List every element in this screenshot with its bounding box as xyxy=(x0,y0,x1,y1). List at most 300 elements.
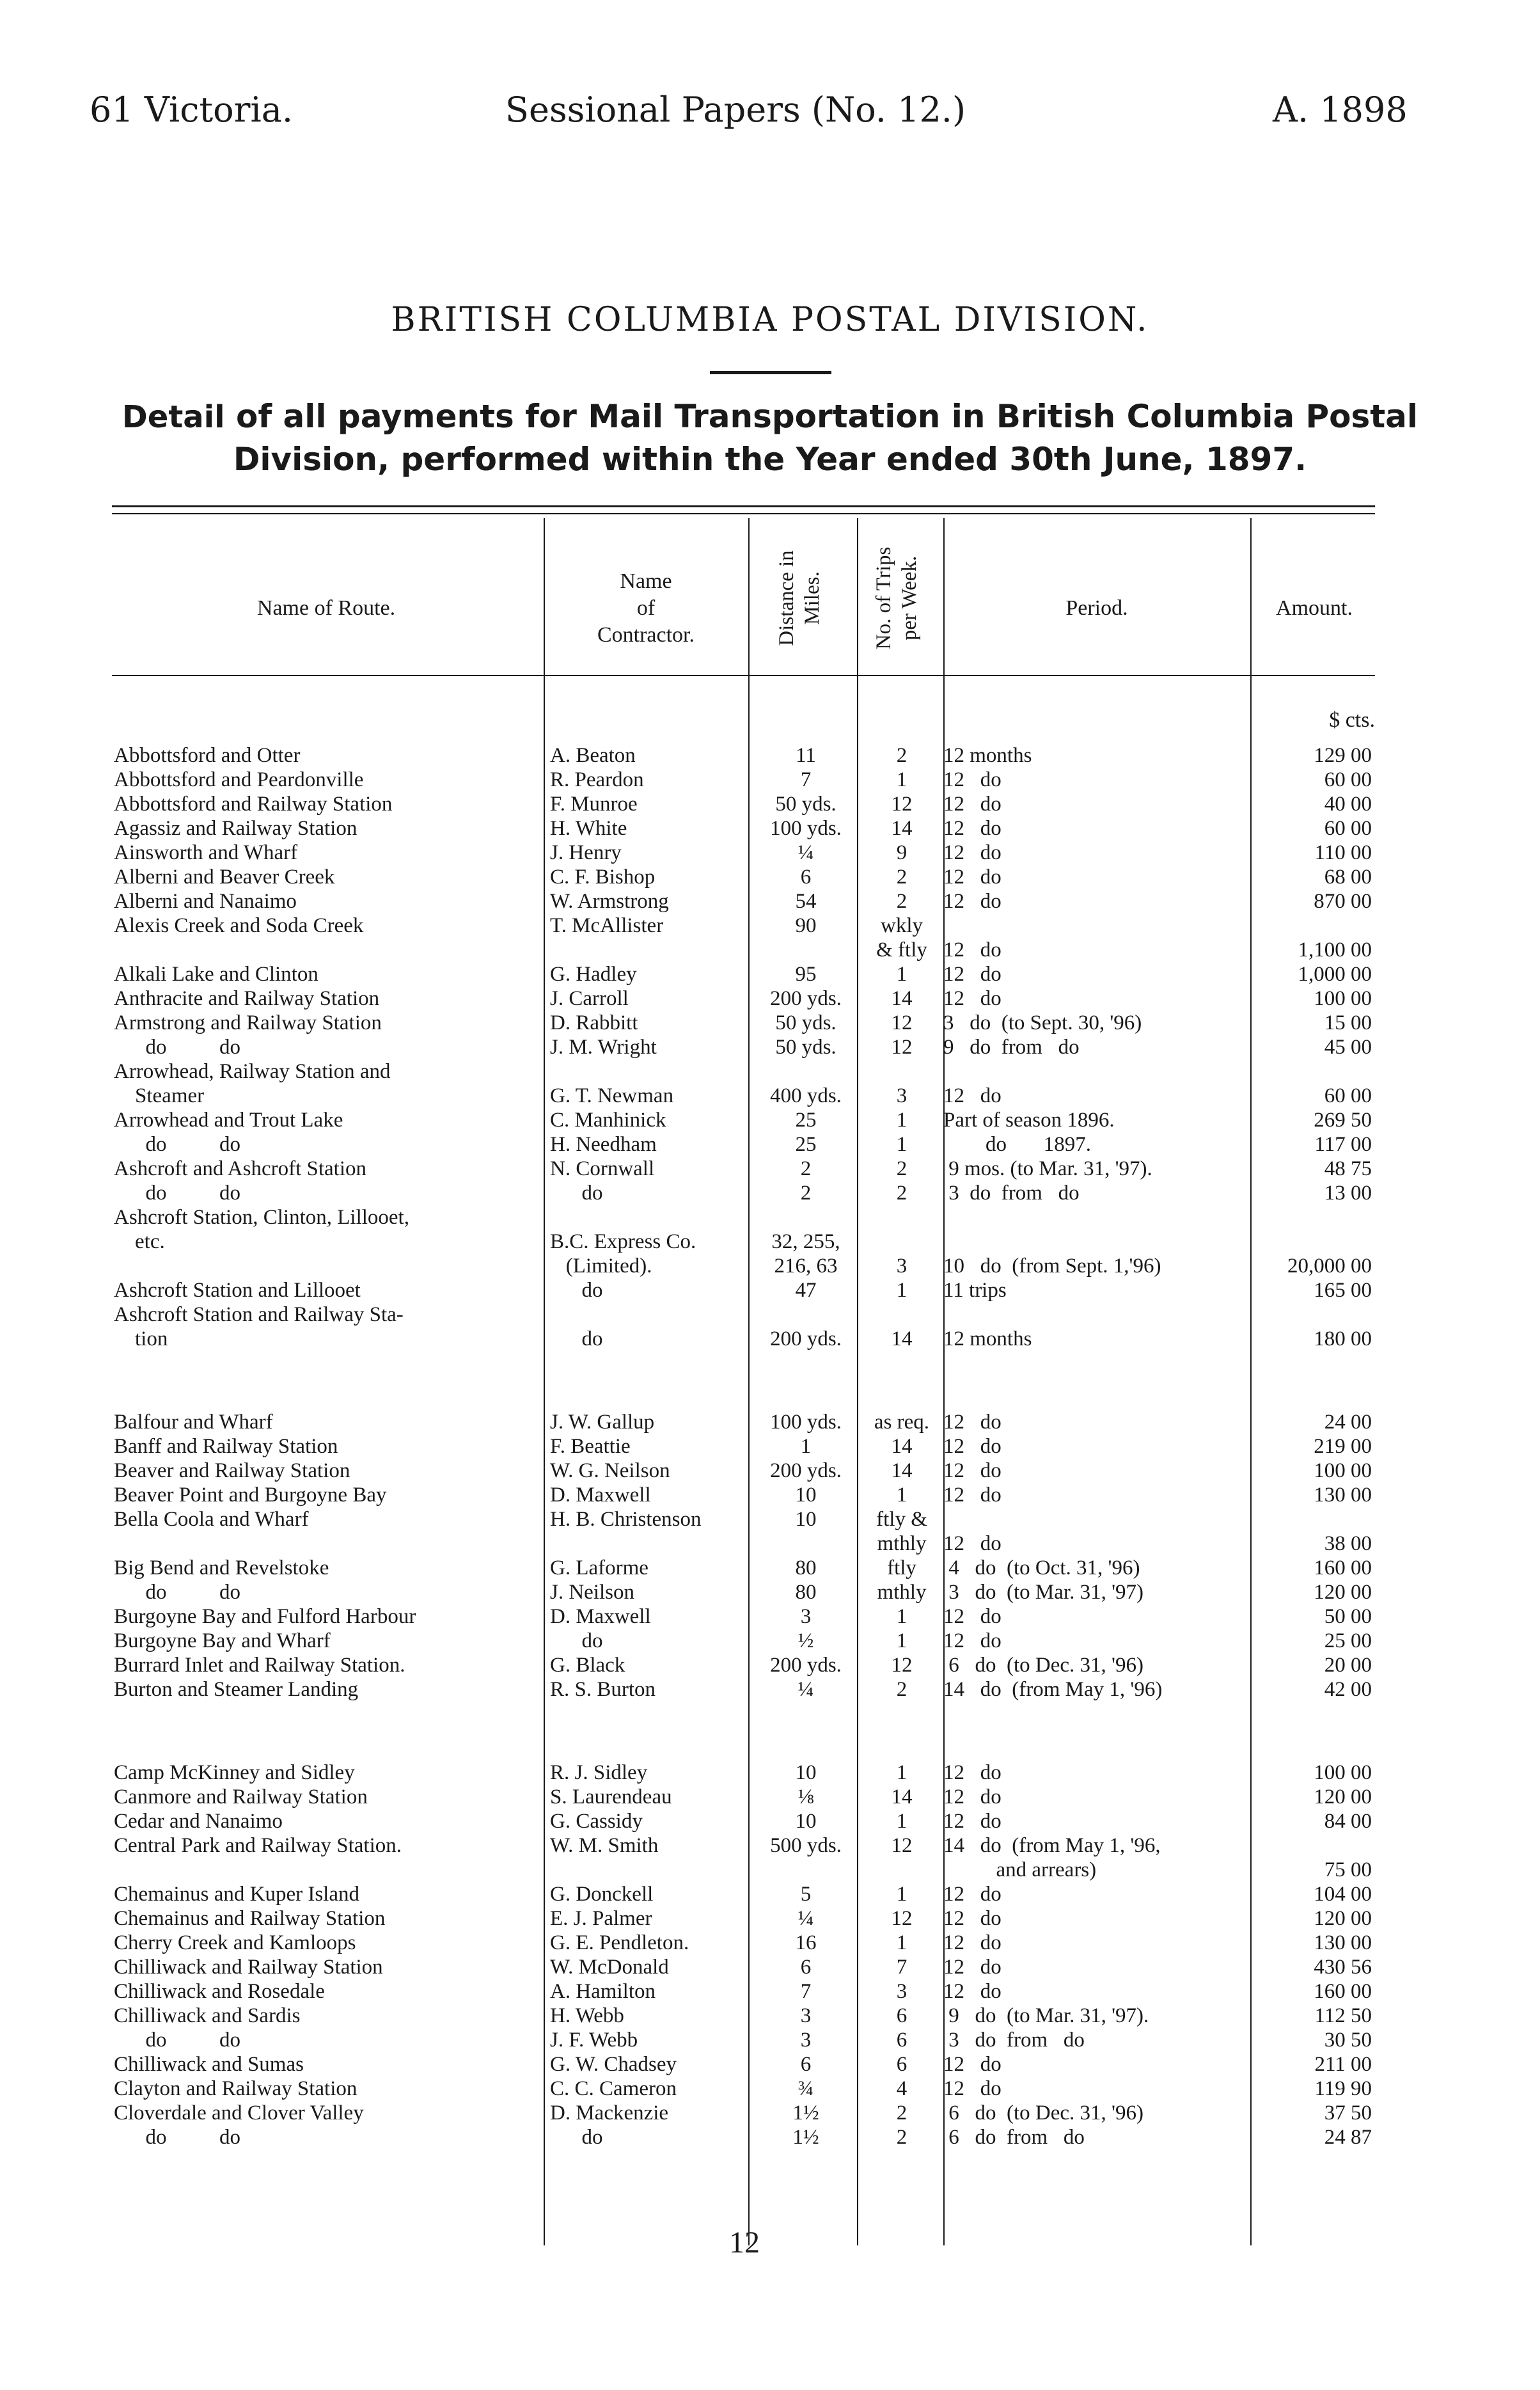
amount-cell: 112 50 xyxy=(1314,2004,1372,2027)
contractor-cell: E. J. Palmer xyxy=(550,1907,652,1930)
distance-cell: 5 xyxy=(800,1883,812,1906)
route-cell: Burrard Inlet and Railway Station. xyxy=(114,1654,405,1677)
route-cell: Ashcroft Station and Lillooet xyxy=(114,1279,361,1302)
period-cell: 12 do xyxy=(943,2077,1002,2100)
trips-cell: 2 xyxy=(896,890,908,913)
amount-cell: 130 00 xyxy=(1314,1484,1372,1507)
distance-cell: 10 xyxy=(795,1761,817,1784)
amount-cell: 120 00 xyxy=(1314,1785,1372,1808)
header-contractor-line3: Contractor. xyxy=(597,623,695,647)
distance-cell: 1 xyxy=(800,1435,812,1458)
contractor-cell: T. McAllister xyxy=(550,914,664,937)
trips-cell: 1 xyxy=(896,1605,908,1628)
distance-cell: 32, 255, xyxy=(771,1230,840,1253)
contractor-cell: W. M. Smith xyxy=(550,1834,659,1857)
amount-cell: 430 56 xyxy=(1314,1956,1372,1979)
distance-cell: 6 xyxy=(800,866,812,889)
period-cell: 12 do xyxy=(943,817,1002,840)
distance-cell: ¼ xyxy=(798,1678,814,1701)
trips-cell: 9 xyxy=(896,841,908,864)
route-cell: Abbottsford and Otter xyxy=(114,744,301,767)
amount-cell: 870 00 xyxy=(1314,890,1372,913)
contractor-cell: R. S. Burton xyxy=(550,1678,656,1701)
distance-cell: ¾ xyxy=(798,2077,814,2100)
distance-cell: 47 xyxy=(795,1279,817,1302)
route-cell: Camp McKinney and Sidley xyxy=(114,1761,355,1784)
header-amount: Amount. xyxy=(1276,596,1353,620)
trips-cell: 4 xyxy=(896,2077,908,2100)
period-cell: 9 do (to Mar. 31, '97). xyxy=(943,2004,1149,2027)
period-cell: 12 do xyxy=(943,1629,1002,1652)
period-cell: 12 do xyxy=(943,1435,1002,1458)
route-cell: Alberni and Nanaimo xyxy=(114,890,297,913)
route-cell: Agassiz and Railway Station xyxy=(114,817,358,840)
contractor-cell: J. M. Wright xyxy=(550,1036,657,1059)
amount-cell: 50 00 xyxy=(1324,1605,1372,1628)
contractor-cell: B.C. Express Co. xyxy=(550,1230,696,1253)
amount-cell: 130 00 xyxy=(1314,1931,1372,1954)
period-cell: 3 do from do xyxy=(943,2029,1085,2052)
distance-cell: 10 xyxy=(795,1810,817,1833)
page-subtitle xyxy=(90,395,1450,480)
contractor-cell: J. Carroll xyxy=(550,987,629,1010)
period-cell: 12 do xyxy=(943,1980,1002,2003)
header-contractor xyxy=(550,568,742,649)
amount-cell: 42 00 xyxy=(1324,1678,1372,1701)
amount-cell: 15 00 xyxy=(1324,1011,1372,1034)
trips-cell: ftly & xyxy=(876,1508,927,1531)
distance-cell: 3 xyxy=(800,1605,812,1628)
contractor-cell: G. W. Chadsey xyxy=(550,2053,677,2076)
route-cell: Ashcroft and Ashcroft Station xyxy=(114,1157,367,1180)
trips-cell: 12 xyxy=(891,1907,913,1930)
header-trips xyxy=(871,518,929,678)
amount-cell: 120 00 xyxy=(1314,1581,1372,1604)
route-cell: Cedar and Nanaimo xyxy=(114,1810,283,1833)
amount-cell: 160 00 xyxy=(1314,1980,1372,2003)
distance-cell: 50 yds. xyxy=(775,793,837,816)
amount-cell: 20 00 xyxy=(1324,1654,1372,1677)
table-header-rule xyxy=(112,675,1375,676)
period-cell: 12 do xyxy=(943,1907,1002,1930)
header-distance-line2: Miles. xyxy=(801,571,824,625)
route-cell: Big Bend and Revelstoke xyxy=(114,1556,329,1579)
trips-cell: 6 xyxy=(896,2029,908,2052)
running-head-right: A. 1898 xyxy=(1273,90,1408,130)
contractor-cell: J. W. Gallup xyxy=(550,1411,655,1434)
contractor-cell: H. White xyxy=(550,817,627,840)
route-cell: Chilliwack and Sardis xyxy=(114,2004,301,2027)
route-cell: Burgoyne Bay and Fulford Harbour xyxy=(114,1605,416,1628)
contractor-cell: W. G. Neilson xyxy=(550,1459,670,1482)
amount-cell: 24 00 xyxy=(1324,1411,1372,1434)
trips-cell: 1 xyxy=(896,1279,908,1302)
trips-cell: mthly xyxy=(877,1581,927,1604)
route-cell: tion xyxy=(114,1327,168,1350)
trips-cell: 1 xyxy=(896,1761,908,1784)
trips-cell: 1 xyxy=(896,1133,908,1156)
contractor-cell: C. F. Bishop xyxy=(550,866,656,889)
trips-cell: 2 xyxy=(896,2126,908,2149)
distance-cell: 10 xyxy=(795,1508,817,1531)
trips-cell: 2 xyxy=(896,1678,908,1701)
period-cell: 12 do xyxy=(943,1532,1002,1555)
contractor-cell: R. Peardon xyxy=(550,768,644,791)
distance-cell: 1½ xyxy=(792,2126,819,2149)
trips-cell: 1 xyxy=(896,1883,908,1906)
amount-cell: 60 00 xyxy=(1324,817,1372,840)
route-cell: Beaver and Railway Station xyxy=(114,1459,350,1482)
route-cell: Cherry Creek and Kamloops xyxy=(114,1931,356,1954)
contractor-cell: G. Black xyxy=(550,1654,625,1677)
trips-cell: 3 xyxy=(896,1084,908,1107)
route-cell: Canmore and Railway Station xyxy=(114,1785,368,1808)
distance-cell: 16 xyxy=(795,1931,817,1954)
distance-cell: ¼ xyxy=(798,841,814,864)
contractor-cell: F. Beattie xyxy=(550,1435,631,1458)
amount-cell: 37 50 xyxy=(1324,2101,1372,2125)
distance-cell: 25 xyxy=(795,1109,817,1132)
route-cell: Central Park and Railway Station. xyxy=(114,1834,402,1857)
amount-cell: 60 00 xyxy=(1324,768,1372,791)
distance-cell: 3 xyxy=(800,2029,812,2052)
trips-cell: 2 xyxy=(896,2101,908,2125)
contractor-cell: G. Hadley xyxy=(550,963,637,986)
distance-cell: 50 yds. xyxy=(775,1011,837,1034)
trips-cell: 2 xyxy=(896,744,908,767)
period-cell: 12 do xyxy=(943,768,1002,791)
table-top-rule-thin xyxy=(112,513,1375,514)
trips-cell: 14 xyxy=(891,1435,913,1458)
amount-cell: 120 00 xyxy=(1314,1907,1372,1930)
route-cell: Anthracite and Railway Station xyxy=(114,987,380,1010)
route-cell: do do xyxy=(114,2126,240,2149)
table-top-rule xyxy=(112,505,1375,507)
trips-cell: 7 xyxy=(896,1956,908,1979)
header-contractor-line2: of xyxy=(636,596,656,620)
trips-cell: 12 xyxy=(891,1834,913,1857)
amount-cell: 110 00 xyxy=(1314,841,1372,864)
distance-cell: 7 xyxy=(800,768,812,791)
contractor-cell: J. Henry xyxy=(550,841,622,864)
distance-cell: ¼ xyxy=(798,1907,814,1930)
period-cell: Part of season 1896. xyxy=(943,1109,1115,1132)
route-cell: do do xyxy=(114,2029,240,2052)
contractor-cell: W. McDonald xyxy=(550,1956,669,1979)
distance-cell: 10 xyxy=(795,1484,817,1507)
route-cell: Abbottsford and Peardonville xyxy=(114,768,364,791)
amount-cell: 20,000 00 xyxy=(1287,1254,1372,1278)
distance-cell: 80 xyxy=(795,1581,817,1604)
trips-cell: as req. xyxy=(874,1411,930,1434)
contractor-cell: D. Mackenzie xyxy=(550,2101,669,2125)
header-trips-line1: No. of Trips xyxy=(872,546,895,650)
period-cell: 12 do xyxy=(943,1785,1002,1808)
trips-cell: mthly xyxy=(877,1532,927,1555)
trips-cell: 1 xyxy=(896,1109,908,1132)
trips-cell: 12 xyxy=(891,1654,913,1677)
amount-cell: 45 00 xyxy=(1324,1036,1372,1059)
trips-cell: wkly xyxy=(881,914,923,937)
route-cell: Burgoyne Bay and Wharf xyxy=(114,1629,331,1652)
distance-cell: 500 yds. xyxy=(770,1834,842,1857)
amount-cell: 48 75 xyxy=(1324,1157,1372,1180)
contractor-cell: G. Cassidy xyxy=(550,1810,643,1833)
trips-cell: 6 xyxy=(896,2004,908,2027)
trips-cell: 3 xyxy=(896,1254,908,1278)
contractor-cell: J. Neilson xyxy=(550,1581,634,1604)
route-cell: Chemainus and Railway Station xyxy=(114,1907,386,1930)
amount-cell: 100 00 xyxy=(1314,1761,1372,1784)
contractor-cell: D. Maxwell xyxy=(550,1484,651,1507)
route-cell: Banff and Railway Station xyxy=(114,1435,338,1458)
distance-cell: 54 xyxy=(795,890,817,913)
amount-cell: 129 00 xyxy=(1314,744,1372,767)
contractor-cell: N. Cornwall xyxy=(550,1157,655,1180)
period-cell: 12 do xyxy=(943,866,1002,889)
period-cell: 12 do xyxy=(943,1931,1002,1954)
amount-cell: 24 87 xyxy=(1324,2126,1372,2149)
distance-cell: 7 xyxy=(800,1980,812,2003)
trips-cell: 3 xyxy=(896,1980,908,2003)
trips-cell: ftly xyxy=(887,1556,916,1579)
amount-cell: 100 00 xyxy=(1314,987,1372,1010)
amount-cell: 60 00 xyxy=(1324,1084,1372,1107)
period-cell: 4 do (to Oct. 31, '96) xyxy=(943,1556,1140,1579)
route-cell: Alexis Creek and Soda Creek xyxy=(114,914,364,937)
title-rule xyxy=(710,371,831,374)
distance-cell: 400 yds. xyxy=(770,1084,842,1107)
contractor-cell: S. Laurendeau xyxy=(550,1785,672,1808)
route-cell: Ainsworth and Wharf xyxy=(114,841,298,864)
distance-cell: 11 xyxy=(796,744,816,767)
route-cell: Cloverdale and Clover Valley xyxy=(114,2101,364,2125)
period-cell: 3 do from do xyxy=(943,1182,1080,1205)
period-cell: 12 do xyxy=(943,793,1002,816)
contractor-cell: do xyxy=(550,1629,603,1652)
period-cell: 3 do (to Mar. 31, '97) xyxy=(943,1581,1144,1604)
route-cell: do do xyxy=(114,1182,240,1205)
distance-cell: 3 xyxy=(800,2004,812,2027)
contractor-cell: H. B. Christenson xyxy=(550,1508,702,1531)
trips-cell: 2 xyxy=(896,866,908,889)
contractor-cell: do xyxy=(550,2126,603,2149)
amount-cell: 165 00 xyxy=(1314,1279,1372,1302)
amount-cell: 1,100 00 xyxy=(1298,938,1372,962)
trips-cell: 2 xyxy=(896,1157,908,1180)
amount-cell: 180 00 xyxy=(1314,1327,1372,1350)
contractor-cell: (Limited). xyxy=(550,1254,652,1278)
header-distance-line1: Distance in xyxy=(775,550,798,646)
distance-cell: 200 yds. xyxy=(770,1654,842,1677)
contractor-cell: do xyxy=(550,1327,603,1350)
trips-cell: 12 xyxy=(891,1011,913,1034)
contractor-cell: G. Donckell xyxy=(550,1883,654,1906)
contractor-cell: G. E. Pendleton. xyxy=(550,1931,689,1954)
page-number: 12 xyxy=(729,2226,760,2259)
amount-cell: 75 00 xyxy=(1324,1858,1372,1881)
period-cell: 6 do from do xyxy=(943,2126,1085,2149)
route-cell: Ashcroft Station, Clinton, Lillooet, xyxy=(114,1206,409,1229)
contractor-cell: G. T. Newman xyxy=(550,1084,674,1107)
period-cell: 11 trips xyxy=(943,1279,1007,1302)
period-cell: 9 do from do xyxy=(943,1036,1080,1059)
period-cell: 14 do (from May 1, '96) xyxy=(943,1678,1163,1701)
header-period: Period. xyxy=(1065,596,1128,620)
period-cell: 10 do (from Sept. 1,'96) xyxy=(943,1254,1161,1278)
contractor-cell: C. C. Cameron xyxy=(550,2077,677,2100)
trips-cell: & ftly xyxy=(876,938,927,962)
contractor-cell: do xyxy=(550,1279,603,1302)
contractor-cell: R. J. Sidley xyxy=(550,1761,648,1784)
distance-cell: 25 xyxy=(795,1133,817,1156)
trips-cell: 14 xyxy=(891,817,913,840)
amount-cell: 38 00 xyxy=(1324,1532,1372,1555)
distance-cell: 6 xyxy=(800,2053,812,2076)
period-cell: 12 months xyxy=(943,1327,1032,1350)
route-cell: Burton and Steamer Landing xyxy=(114,1678,359,1701)
period-cell: 12 do xyxy=(943,1459,1002,1482)
contractor-cell: do xyxy=(550,1182,603,1205)
trips-cell: 14 xyxy=(891,987,913,1010)
distance-cell: 95 xyxy=(795,963,817,986)
period-cell: 12 do xyxy=(943,1484,1002,1507)
distance-cell: 6 xyxy=(800,1956,812,1979)
distance-cell: 2 xyxy=(800,1182,812,1205)
period-cell: 3 do (to Sept. 30, '96) xyxy=(943,1011,1142,1034)
route-cell: do do xyxy=(114,1581,240,1604)
trips-cell: 14 xyxy=(891,1459,913,1482)
route-cell: Arrowhead and Trout Lake xyxy=(114,1109,343,1132)
contractor-cell: H. Needham xyxy=(550,1133,657,1156)
period-cell: 14 do (from May 1, '96, xyxy=(943,1834,1161,1857)
amount-cell: 117 00 xyxy=(1314,1133,1372,1156)
amount-cell: 100 00 xyxy=(1314,1459,1372,1482)
trips-cell: 1 xyxy=(896,768,908,791)
amount-cell: 211 00 xyxy=(1314,2053,1372,2076)
period-cell: 12 do xyxy=(943,963,1002,986)
contractor-cell: J. F. Webb xyxy=(550,2029,638,2052)
period-cell: 9 mos. (to Mar. 31, '97). xyxy=(943,1157,1152,1180)
amount-cell: 84 00 xyxy=(1324,1810,1372,1833)
contractor-cell: A. Beaton xyxy=(550,744,636,767)
amount-cell: 269 50 xyxy=(1314,1109,1372,1132)
distance-cell: ⅛ xyxy=(798,1785,814,1808)
period-cell: 12 do xyxy=(943,1411,1002,1434)
period-cell: 12 do xyxy=(943,1761,1002,1784)
header-trips-line2: per Week. xyxy=(898,555,921,641)
route-cell: Chilliwack and Railway Station xyxy=(114,1956,383,1979)
trips-cell: 1 xyxy=(896,1484,908,1507)
distance-cell: 200 yds. xyxy=(770,1327,842,1350)
contractor-cell: A. Hamilton xyxy=(550,1980,656,2003)
running-head-center: Sessional Papers (No. 12.) xyxy=(505,90,966,130)
period-cell: 12 do xyxy=(943,2053,1002,2076)
subtitle-line2: Division, performed within the Year ended 30th June, 1897. xyxy=(233,441,1307,478)
amount-cell: 104 00 xyxy=(1314,1883,1372,1906)
header-distance xyxy=(774,518,831,678)
route-cell: Arrowhead, Railway Station and xyxy=(114,1060,391,1083)
trips-cell: 2 xyxy=(896,1182,908,1205)
route-cell: Alberni and Beaver Creek xyxy=(114,866,335,889)
amount-cell: 13 00 xyxy=(1324,1182,1372,1205)
period-cell: 12 do xyxy=(943,1883,1002,1906)
subtitle-line1: of all payments for Mail Transportation in British Columbia Postal xyxy=(224,398,1418,435)
period-cell: 12 do xyxy=(943,1956,1002,1979)
distance-cell: 100 yds. xyxy=(770,817,842,840)
route-cell: do do xyxy=(114,1133,240,1156)
route-cell: Chilliwack and Sumas xyxy=(114,2053,304,2076)
period-cell: 6 do (to Dec. 31, '96) xyxy=(943,1654,1143,1677)
period-cell: do 1897. xyxy=(943,1133,1091,1156)
trips-cell: 12 xyxy=(891,793,913,816)
period-cell: 6 do (to Dec. 31, '96) xyxy=(943,2101,1143,2125)
route-cell: Bella Coola and Wharf xyxy=(114,1508,309,1531)
amount-cell: 219 00 xyxy=(1314,1435,1372,1458)
period-cell: 12 do xyxy=(943,938,1002,962)
contractor-cell: D. Maxwell xyxy=(550,1605,651,1628)
trips-cell: 6 xyxy=(896,2053,908,2076)
distance-cell: 200 yds. xyxy=(770,987,842,1010)
route-cell: Beaver Point and Burgoyne Bay xyxy=(114,1484,387,1507)
trips-cell: 14 xyxy=(891,1785,913,1808)
contractor-cell: W. Armstrong xyxy=(550,890,669,913)
distance-cell: 1½ xyxy=(792,2101,819,2125)
amount-cell: 68 00 xyxy=(1324,866,1372,889)
amount-cell: 1,000 00 xyxy=(1298,963,1372,986)
running-head-left: 61 Victoria. xyxy=(90,90,294,130)
trips-cell: 1 xyxy=(896,963,908,986)
contractor-cell: C. Manhinick xyxy=(550,1109,666,1132)
route-cell: Clayton and Railway Station xyxy=(114,2077,358,2100)
route-cell: Alkali Lake and Clinton xyxy=(114,963,318,986)
trips-cell: 14 xyxy=(891,1327,913,1350)
header-currency: $ cts. xyxy=(1329,708,1375,732)
route-cell: Armstrong and Railway Station xyxy=(114,1011,382,1034)
period-cell: and arrears) xyxy=(943,1858,1097,1881)
amount-cell: 160 00 xyxy=(1314,1556,1372,1579)
amount-cell: 119 90 xyxy=(1314,2077,1372,2100)
amount-cell: 40 00 xyxy=(1324,793,1372,816)
trips-cell: 12 xyxy=(891,1036,913,1059)
period-cell: 12 do xyxy=(943,841,1002,864)
distance-cell: 216, 63 xyxy=(774,1254,838,1278)
route-cell: Steamer xyxy=(114,1084,205,1107)
period-cell: 12 do xyxy=(943,987,1002,1010)
period-cell: 12 do xyxy=(943,1810,1002,1833)
route-cell: Balfour and Wharf xyxy=(114,1411,273,1434)
column-divider-route xyxy=(544,518,545,2245)
distance-cell: 50 yds. xyxy=(775,1036,837,1059)
trips-cell: 1 xyxy=(896,1629,908,1652)
page-title: BRITISH COLUMBIA POSTAL DIVISION. xyxy=(391,301,1149,339)
distance-cell: 100 yds. xyxy=(770,1411,842,1434)
amount-cell: 25 00 xyxy=(1324,1629,1372,1652)
contractor-cell: F. Munroe xyxy=(550,793,638,816)
period-cell: 12 months xyxy=(943,744,1032,767)
subtitle-lead: Detail xyxy=(122,399,225,435)
distance-cell: ½ xyxy=(798,1629,814,1652)
trips-cell: 1 xyxy=(896,1810,908,1833)
amount-cell: 30 50 xyxy=(1324,2029,1372,2052)
route-cell: Chilliwack and Rosedale xyxy=(114,1980,325,2003)
period-cell: 12 do xyxy=(943,1084,1002,1107)
route-cell: etc. xyxy=(114,1230,165,1253)
distance-cell: 90 xyxy=(795,914,817,937)
period-cell: 12 do xyxy=(943,890,1002,913)
header-route: Name of Route. xyxy=(256,596,396,620)
trips-cell: 1 xyxy=(896,1931,908,1954)
